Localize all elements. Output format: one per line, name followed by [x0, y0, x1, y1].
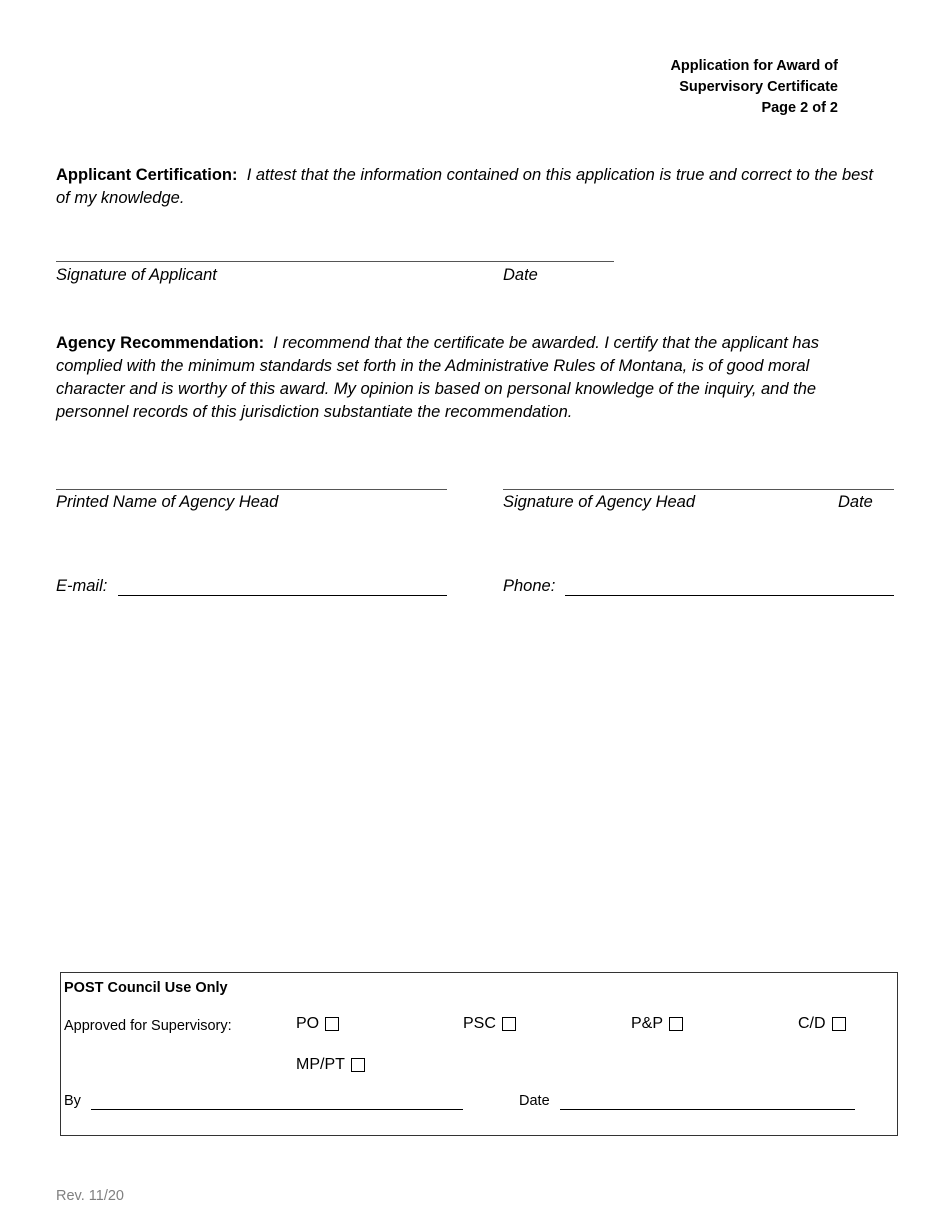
mppt-checkbox[interactable] — [351, 1058, 365, 1072]
option-pp-label: P&P — [631, 1015, 664, 1032]
option-psc-label: PSC — [463, 1015, 496, 1032]
po-checkbox[interactable] — [325, 1017, 339, 1031]
post-council-title: POST Council Use Only — [64, 980, 228, 996]
pp-checkbox[interactable] — [669, 1017, 683, 1031]
agency-head-signature-line[interactable] — [503, 489, 894, 490]
agency-head-date-label: Date — [838, 493, 873, 511]
agency-head-printed-name-line[interactable] — [56, 489, 447, 490]
by-label: By — [64, 1093, 81, 1109]
option-pp — [631, 1015, 683, 1033]
by-field[interactable] — [91, 1109, 463, 1110]
option-cd-label: C/D — [798, 1015, 826, 1032]
approved-for-supervisory-label: Approved for Supervisory: — [64, 1018, 232, 1034]
phone-label: Phone: — [503, 577, 556, 595]
email-field[interactable] — [118, 595, 447, 596]
option-mppt-label: MP/PT — [296, 1056, 345, 1073]
header-title-line2: Supervisory Certificate — [679, 79, 838, 95]
psc-checkbox[interactable] — [502, 1017, 516, 1031]
cd-checkbox[interactable] — [832, 1017, 846, 1031]
post-council-box — [60, 972, 898, 1136]
option-cd — [798, 1015, 846, 1033]
applicant-signature-label: Signature of Applicant — [56, 266, 217, 284]
phone-field[interactable] — [565, 595, 894, 596]
applicant-certification-paragraph — [56, 164, 886, 210]
agency-head-printed-name-label: Printed Name of Agency Head — [56, 493, 279, 511]
revision-label: Rev. 11/20 — [56, 1188, 124, 1204]
option-psc — [463, 1015, 516, 1033]
applicant-certification-text: I attest that the information contained on this application is true and correct to the best of my knowledge. — [56, 166, 874, 207]
applicant-date-label: Date — [503, 266, 538, 284]
email-label: E-mail: — [56, 577, 108, 595]
option-mppt — [296, 1056, 365, 1074]
applicant-signature-line[interactable] — [56, 261, 614, 262]
agency-head-signature-label: Signature of Agency Head — [503, 493, 696, 511]
post-date-field[interactable] — [560, 1109, 855, 1110]
agency-recommendation-paragraph — [56, 332, 856, 424]
option-po-label: PO — [296, 1015, 320, 1032]
header-title-line1: Application for Award of — [670, 58, 838, 74]
agency-recommendation-text: I recommend that the certificate be awarded. I certify that the applicant has complied with the minimum standards set forth in the Administrative Rules of Montana, is of good moral character and is worthy of this award. My opinion is based on personal knowledge of the inquiry, and the personnel records of this jurisdiction substantiate the recommendation. — [56, 334, 820, 421]
option-po — [296, 1015, 339, 1033]
form-header — [670, 56, 838, 119]
agency-recommendation-heading: Agency Recommendation: — [56, 334, 265, 352]
post-date-label: Date — [519, 1093, 550, 1109]
page-number: Page 2 of 2 — [761, 100, 838, 116]
applicant-certification-heading: Applicant Certification: — [56, 166, 238, 184]
